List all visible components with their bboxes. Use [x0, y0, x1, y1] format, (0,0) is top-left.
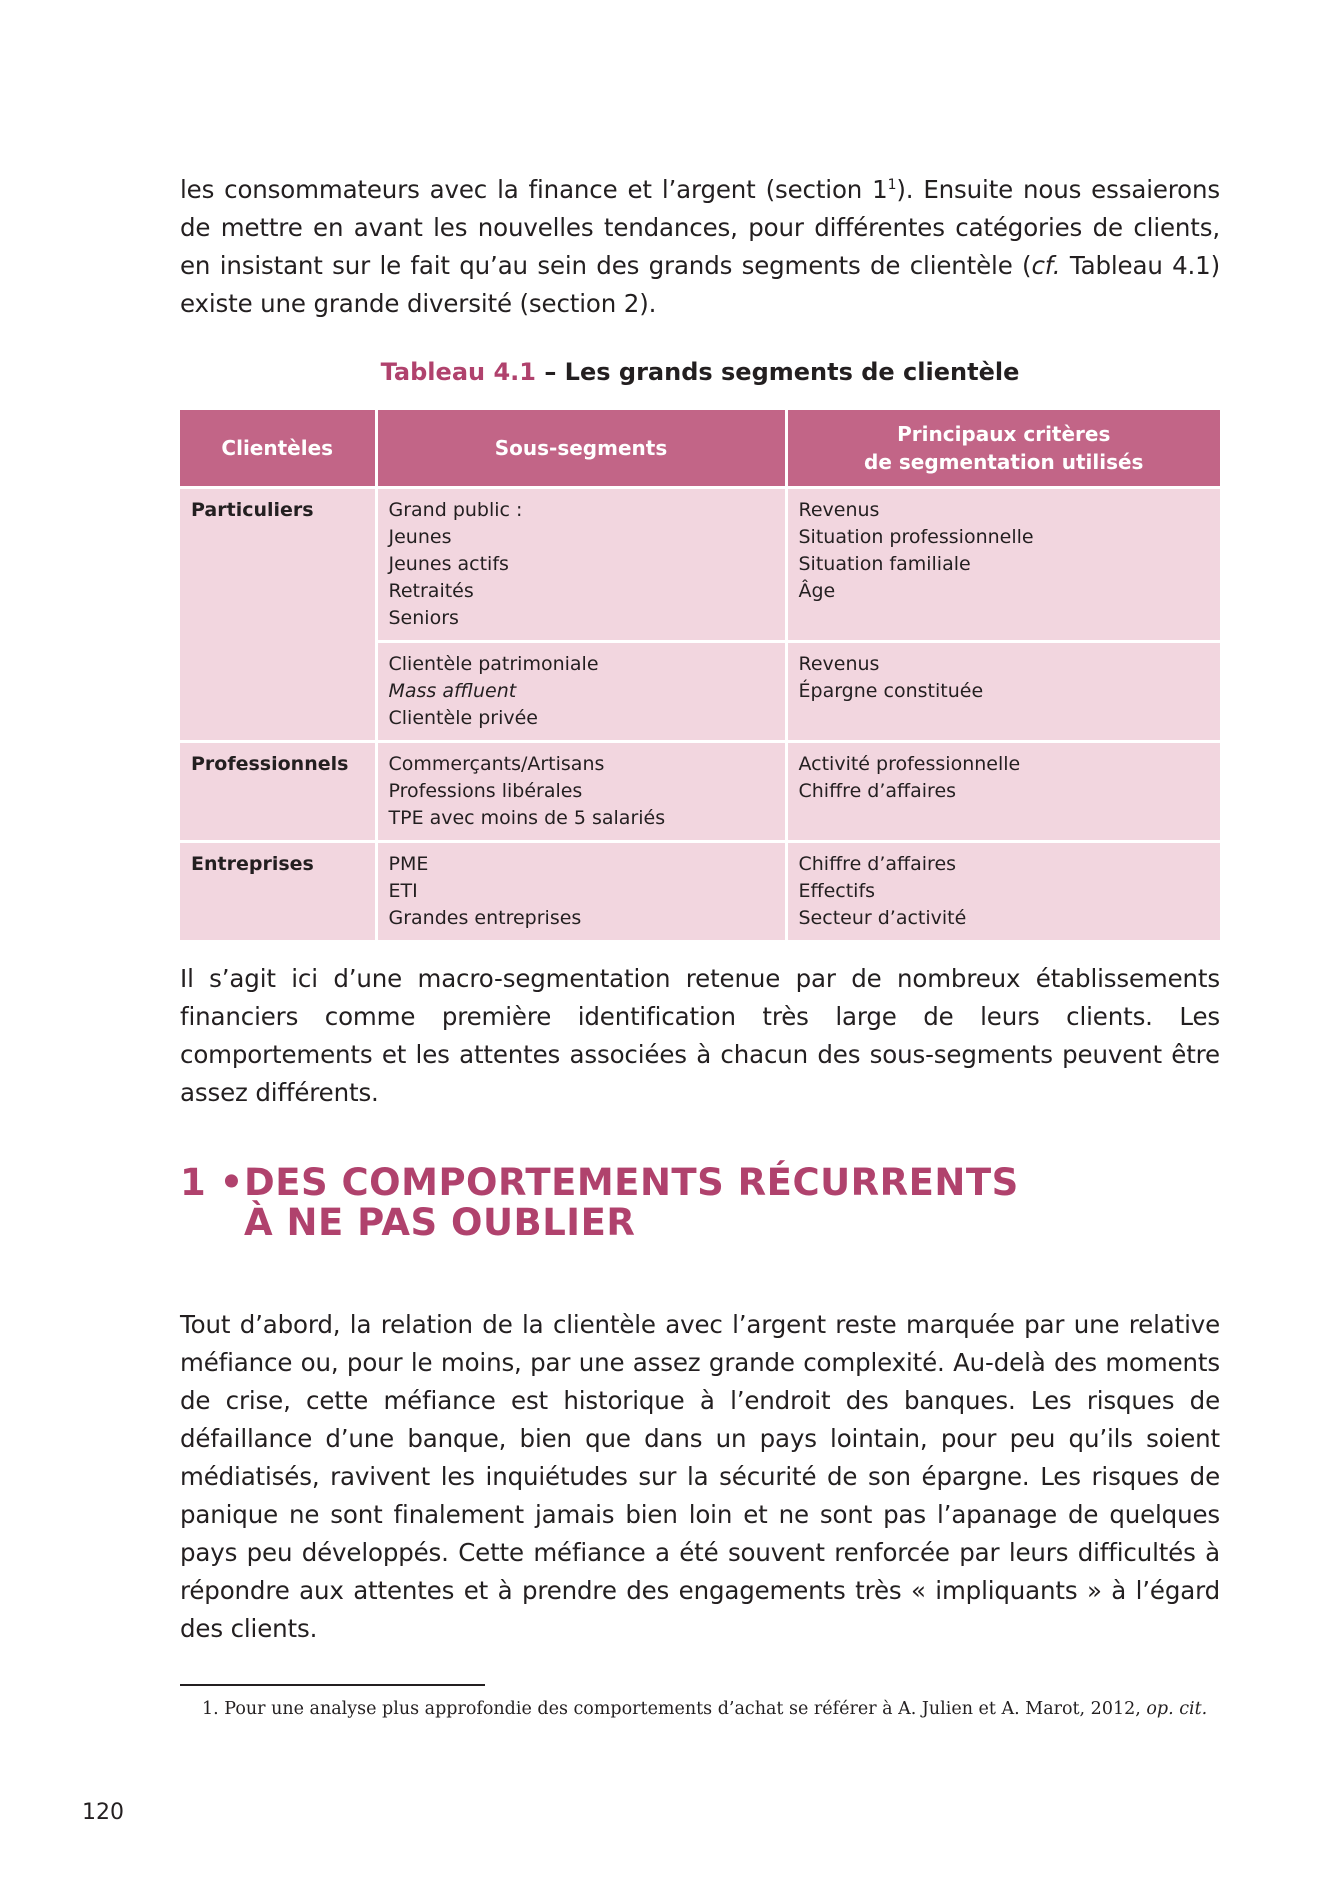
segment-particuliers: Particuliers [180, 488, 376, 742]
criterion: Secteur d’activité [798, 907, 967, 929]
header-criteres-line2: de segmentation utilisés [864, 450, 1144, 474]
sub-segment: Professions libérales [388, 780, 583, 802]
table-caption [180, 358, 1220, 386]
table-header-row [180, 410, 1220, 488]
criteria-cell [786, 742, 1220, 842]
criterion: Revenus [798, 653, 880, 675]
criterion: Effectifs [798, 880, 876, 902]
table-row [180, 488, 1220, 642]
sub-segment: Clientèle privée [388, 707, 538, 729]
table-row [180, 742, 1220, 842]
table-caption-number: Tableau 4.1 [380, 358, 536, 386]
criterion: Âge [798, 580, 836, 602]
footnote-ref[interactable]: 1 [887, 176, 897, 193]
footnote-divider [180, 1684, 485, 1686]
criteria-cell [786, 842, 1220, 942]
sub-segment: Mass affluent [388, 680, 517, 702]
footnote-text: Pour une analyse plus approfondie des comportements d’achat se référer à A. Julien et A. Marot, 2012, [218, 1699, 1147, 1719]
sub-segments-cell [376, 488, 786, 642]
header-criteres [786, 410, 1220, 488]
section-number: 1 • [180, 1161, 244, 1204]
footnote-opcit: op. cit. [1146, 1699, 1208, 1719]
intro-paragraph [180, 171, 1220, 323]
sub-segments-cell [376, 842, 786, 942]
criterion: Situation professionnelle [798, 526, 1034, 548]
criterion: Épargne constituée [798, 680, 984, 702]
sub-segment: Grand public : [388, 499, 523, 521]
table-caption-title: – Les grands segments de clientèle [535, 358, 1020, 386]
intro-text-2: ). Ensuite nous essaierons de mettre en avant les nouvelles tendances, pour différentes catégories de clients, en insistant sur le fait qu’au sein des grands segments de clientèle ( [180, 175, 1220, 280]
section-heading [180, 1163, 1019, 1243]
segment-entreprises: Entreprises [180, 842, 376, 942]
sub-segments-cell [376, 742, 786, 842]
intro-text: les consommateurs avec la finance et l’argent (section 1 [180, 175, 888, 204]
sub-segment: Commerçants/Artisans [388, 753, 605, 775]
body-paragraph: Tout d’abord, la relation de la clientèle avec l’argent reste marquée par une relative méfiance ou, pour le moins, par une assez grande complexité. Au-delà des moments de crise, cette méfiance est historique à l’endroit des banques. Les risques de défaillance d’une banque, bien que dans un pays lointain, pour peu qu’ils soient médiatisés, ravivent les inquiétudes sur la sécurité de son épargne. Les risques de panique ne sont finalement jamais bien loin et ne sont pas l’apanage de quelques pays peu développés. Cette méfiance a été souvent renforcée par leurs difficultés à répondre aux attentes et à prendre des engagements très « impliquants » à l’égard des clients. [180, 1310, 1220, 1643]
criterion: Chiffre d’affaires [798, 780, 957, 802]
criterion: Activité professionnelle [798, 753, 1021, 775]
page-number: 120 [82, 1800, 124, 1825]
footnote-number: 1. [202, 1699, 219, 1719]
criteria-cell [786, 642, 1220, 742]
criterion: Situation familiale [798, 553, 971, 575]
sub-segment: Jeunes actifs [388, 553, 509, 575]
sub-segment: TPE avec moins de 5 salariés [388, 807, 666, 829]
header-criteres-line1: Principaux critères [897, 422, 1111, 446]
section-title-line2: À NE PAS OUBLIER [244, 1201, 636, 1244]
criterion: Chiffre d’affaires [798, 853, 957, 875]
intro-text-3: Tableau 4.1) existe une grande diversité (section 2). [180, 251, 1221, 318]
criterion: Revenus [798, 499, 880, 521]
after-table-paragraph: Il s’agit ici d’une macro-segmentation retenue par de nombreux établissements financiers comme première identification très large de leurs clients. Les comportements et les attentes associées à chacun des sous-segments peuvent être assez différents. [180, 964, 1220, 1107]
sub-segment: ETI [388, 880, 418, 902]
sub-segments-cell [376, 642, 786, 742]
sub-segment: Retraités [388, 580, 474, 602]
header-sous-segments: Sous-segments [376, 410, 786, 488]
table-row [180, 842, 1220, 942]
header-clienteles: Clientèles [180, 410, 376, 488]
sub-segment: Seniors [388, 607, 459, 629]
intro-cf: cf. [1031, 251, 1061, 280]
segments-table [180, 410, 1220, 943]
section-title-line1: DES COMPORTEMENTS RÉCURRENTS [244, 1161, 1019, 1204]
sub-segment: Jeunes [388, 526, 452, 548]
footnote [180, 1696, 1220, 1723]
criteria-cell [786, 488, 1220, 642]
sub-segment: Clientèle patrimoniale [388, 653, 599, 675]
sub-segment: Grandes entreprises [388, 907, 582, 929]
segment-professionnels: Professionnels [180, 742, 376, 842]
sub-segment: PME [388, 853, 429, 875]
